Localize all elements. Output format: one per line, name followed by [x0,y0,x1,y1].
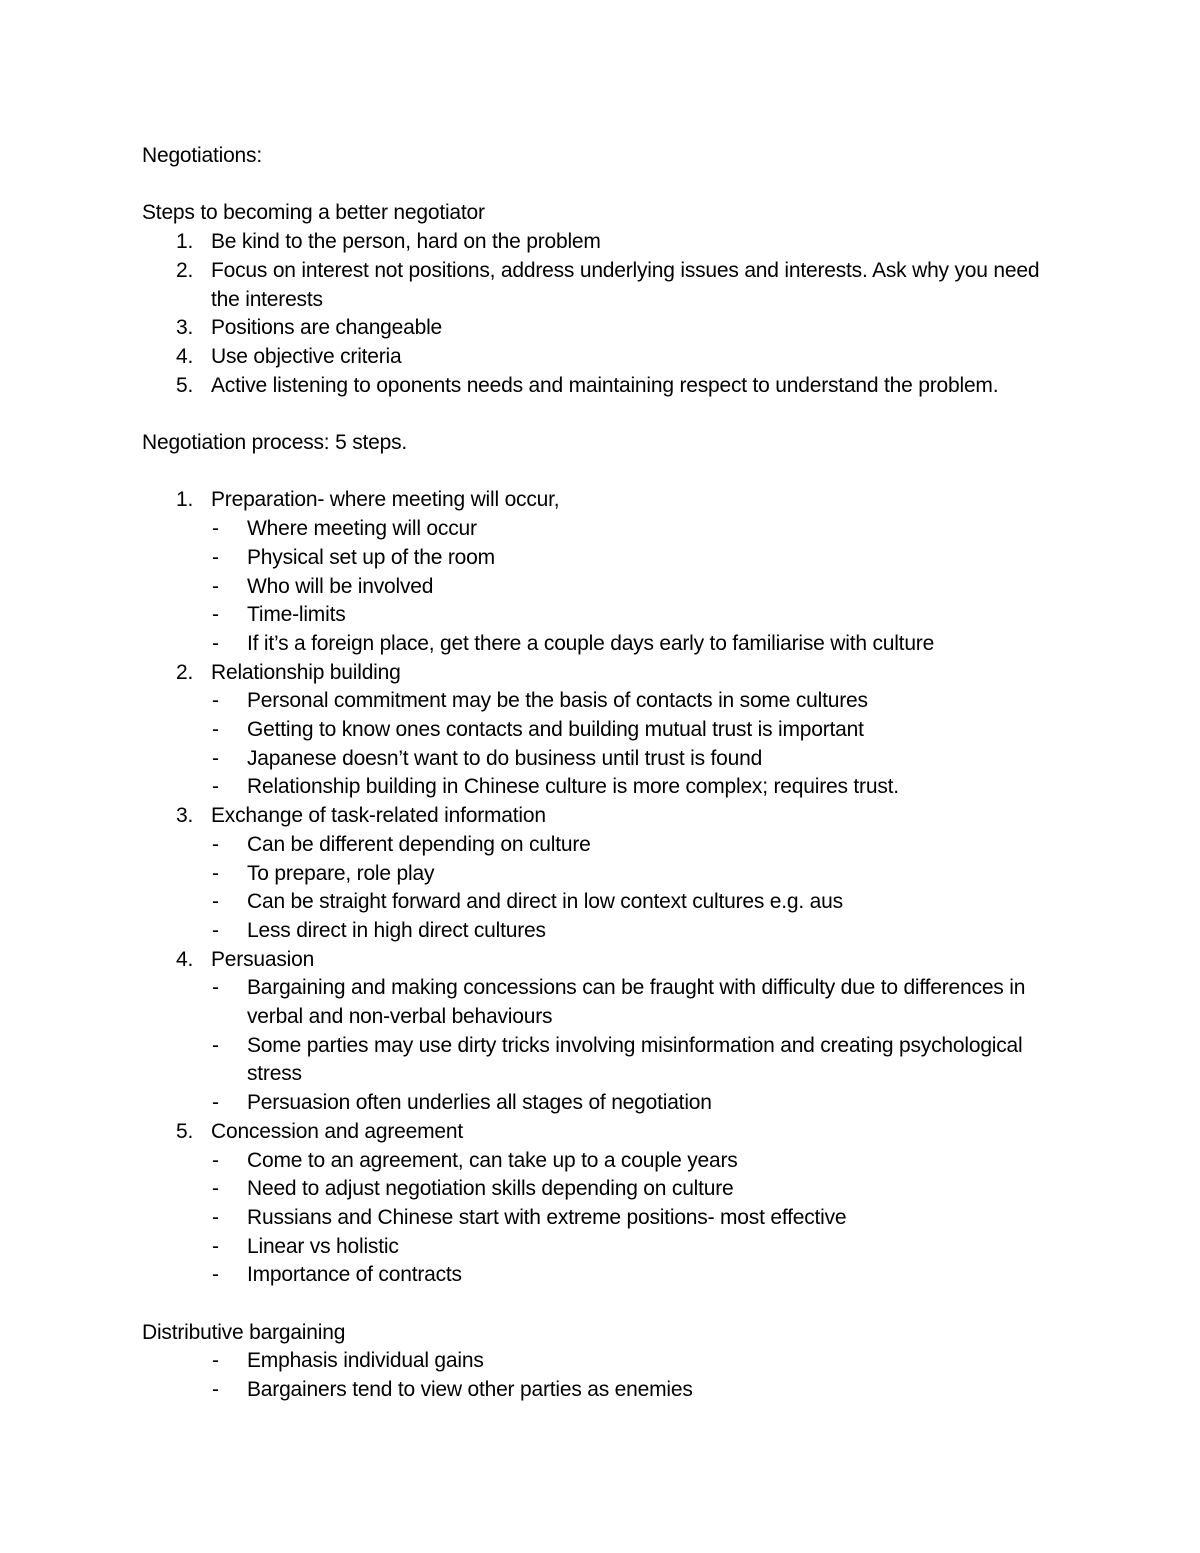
dash-bullet: - [212,574,219,598]
stage-point [142,888,1062,917]
stage-point [142,1204,1062,1233]
stage-point [142,1175,1062,1204]
dash-bullet: - [212,718,219,742]
process-stage [142,1118,1062,1147]
dash-bullet: - [212,1205,219,1229]
steps-list-item [142,228,1062,257]
point-text: Who will be involved [247,574,434,598]
stage-point [142,716,1062,745]
list-number: 3. [176,804,194,828]
blank-line [142,400,1062,429]
point-text: Importance of contracts [247,1263,462,1287]
point-text: Need to adjust negotiation skills depending on culture [247,1177,734,1201]
dash-bullet: - [212,861,219,885]
point-text: Bargainers tend to view other parties as enemies [247,1378,693,1402]
dash-bullet: - [212,545,219,569]
dash-bullet: - [212,775,219,799]
point-text: If it’s a foreign place, get there a couple days early to familiarise with culture [247,631,935,655]
stage-point [142,515,1062,544]
blank-line [142,171,1062,200]
dash-bullet: - [212,746,219,770]
steps-section-title: Steps to becoming a better negotiator [142,201,485,225]
process-stage [142,659,1062,688]
stage-point [142,1147,1062,1176]
process-stage [142,802,1062,831]
point-text: Personal commitment may be the basis of contacts in some cultures [247,689,868,713]
list-item-text: Be kind to the person, hard on the problem [211,230,601,254]
point-text: Relationship building in Chinese culture is more complex; requires trust. [247,775,899,799]
page-heading: Negotiations: [142,144,262,167]
point-text: Emphasis individual gains [247,1349,484,1373]
point-text: Russians and Chinese start with extreme positions- most effective [247,1205,847,1229]
point-text: Japanese doesn’t want to do business until trust is found [247,746,763,770]
stage-point [142,974,1062,1031]
stage-title: Exchange of task-related information [211,804,546,828]
stage-point [142,573,1062,602]
process-stage [142,486,1062,515]
stage-point [142,831,1062,860]
distributive-section-title: Distributive bargaining [142,1320,346,1344]
list-item-text: Positions are changeable [211,316,443,340]
dash-bullet: - [212,890,219,914]
point-text: Less direct in high direct cultures [247,918,546,942]
steps-list-item [142,257,1062,314]
steps-list [142,228,1062,400]
dash-bullet: - [212,1234,219,1258]
list-number: 4. [176,947,194,971]
dash-bullet: - [212,517,219,541]
stage-point [142,601,1062,630]
list-number: 2. [176,258,194,282]
stage-title: Preparation- where meeting will occur, [211,488,560,512]
dash-bullet: - [212,1349,219,1373]
list-item-text: Use objective criteria [211,344,402,368]
point-text: Persuasion often underlies all stages of negotiation [247,1091,712,1115]
list-item-text: Active listening to oponents needs and maintaining respect to understand the problem. [211,373,999,397]
stage-point [142,1261,1062,1290]
list-number: 4. [176,344,194,368]
dash-bullet: - [212,631,219,655]
steps-list-item [142,372,1062,401]
point-text: Where meeting will occur [247,517,477,541]
stage-point [142,745,1062,774]
point-text: Getting to know ones contacts and building mutual trust is important [247,718,864,742]
dash-bullet: - [212,832,219,856]
stage-point [142,773,1062,802]
dash-bullet: - [212,1378,219,1402]
distributive-point [142,1376,1062,1405]
stage-title: Concession and agreement [211,1119,464,1143]
list-number: 5. [176,1119,194,1143]
point-text: Time-limits [247,603,346,627]
steps-list-item [142,343,1062,372]
list-number: 3. [176,316,194,340]
document-body [142,142,1062,1405]
dash-bullet: - [212,1148,219,1172]
dash-bullet: - [212,1263,219,1287]
point-text: Can be straight forward and direct in low context cultures e.g. aus [247,890,843,914]
list-number: 1. [176,488,194,512]
point-text: Bargaining and making concessions can be fraught with difficulty due to differences in verbal and non-verbal behaviours [247,976,1026,1029]
dash-bullet: - [212,689,219,713]
point-text: Linear vs holistic [247,1234,399,1258]
stage-point [142,917,1062,946]
point-text: Some parties may use dirty tricks involving misinformation and creating psychological stress [247,1033,1023,1086]
stage-point [142,1233,1062,1262]
point-text: Physical set up of the room [247,545,495,569]
stage-point [142,860,1062,889]
point-text: Can be different depending on culture [247,832,591,856]
blank-line [142,458,1062,487]
dash-bullet: - [212,1033,219,1057]
dash-bullet: - [212,976,219,1000]
process-section-title: Negotiation process: 5 steps. [142,431,408,454]
stage-title: Persuasion [211,947,315,971]
list-number: 5. [176,373,194,397]
stage-point [142,1032,1062,1089]
stage-point [142,630,1062,659]
dash-bullet: - [212,603,219,627]
distributive-point [142,1347,1062,1376]
stage-point [142,544,1062,573]
point-text: Come to an agreement, can take up to a couple years [247,1148,738,1172]
process-stage [142,946,1062,975]
process-stages-list [142,486,1062,1290]
dash-bullet: - [212,1091,219,1115]
stage-title: Relationship building [211,660,401,684]
stage-point [142,687,1062,716]
blank-line [142,1290,1062,1319]
list-number: 1. [176,230,194,254]
dash-bullet: - [212,1177,219,1201]
stage-point [142,1089,1062,1118]
list-number: 2. [176,660,194,684]
list-item-text: Focus on interest not positions, address underlying issues and interests. Ask why you need the interests [211,258,1040,311]
point-text: To prepare, role play [247,861,435,885]
dash-bullet: - [212,918,219,942]
steps-list-item [142,314,1062,343]
